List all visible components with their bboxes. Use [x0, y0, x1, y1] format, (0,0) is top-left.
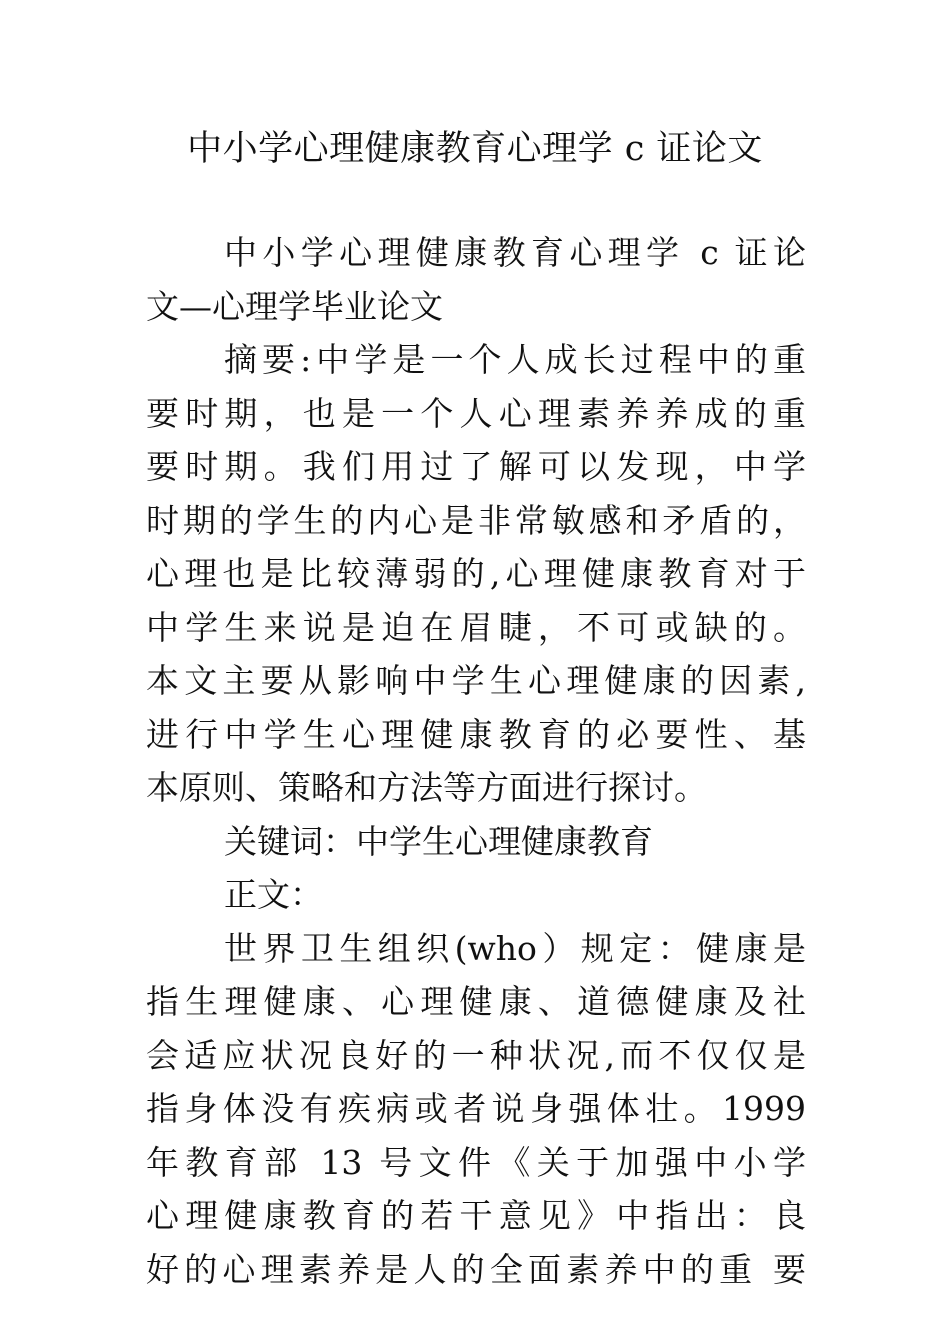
body-heading: 正文：: [224, 875, 323, 914]
paragraph-line: 中小学心理健康教育心理学 c 证论: [224, 233, 806, 272]
keywords-line: 关键词：中学生心理健康教育: [224, 821, 653, 861]
document-body: [146, 226, 806, 1296]
paragraph-line: 文—心理学毕业论文: [146, 286, 443, 326]
document-title: 中小学心理健康教育心理学 c 证论文: [187, 129, 763, 169]
body-line: 指生理健康、心理健康、道德健康及社: [146, 982, 806, 1021]
body-line: 世界卫生组织(who）规定：健康是: [224, 928, 806, 968]
abstract-line: 中学生来说是迫在眉睫，不可或缺的。: [146, 607, 806, 647]
body-line: 心理健康教育的若干意见》中指出：良: [146, 1196, 806, 1235]
body-line: 指身体没有疾病或者说身强体壮。1999: [146, 1089, 806, 1128]
abstract-line: 心理也是比较薄弱的,心理健康教育对于: [146, 554, 806, 593]
abstract-line: 进行中学生心理健康教育的必要性、基: [146, 714, 806, 754]
abstract-line: 摘要:中学是一个人成长过程中的重: [224, 340, 806, 379]
body-line: 年教育部 13 号文件《关于加强中小学: [146, 1142, 806, 1182]
body-line: 好的心理素养是人的全面素养中的重 要: [146, 1249, 806, 1289]
abstract-line: 要时期。我们用过了解可以发现，中学: [146, 447, 806, 486]
abstract-line: 时期的学生的内心是非常敏感和矛盾的，: [146, 500, 806, 540]
body-line: 会适应状况良好的一种状况,而不仅仅是: [146, 1035, 806, 1075]
abstract-line: 本文主要从影响中学生心理健康的因素,: [146, 661, 806, 700]
abstract-line: 要时期，也是一个人心理素养养成的重: [146, 393, 806, 433]
abstract-line: 本原则、策略和方法等方面进行探讨。: [146, 768, 707, 807]
